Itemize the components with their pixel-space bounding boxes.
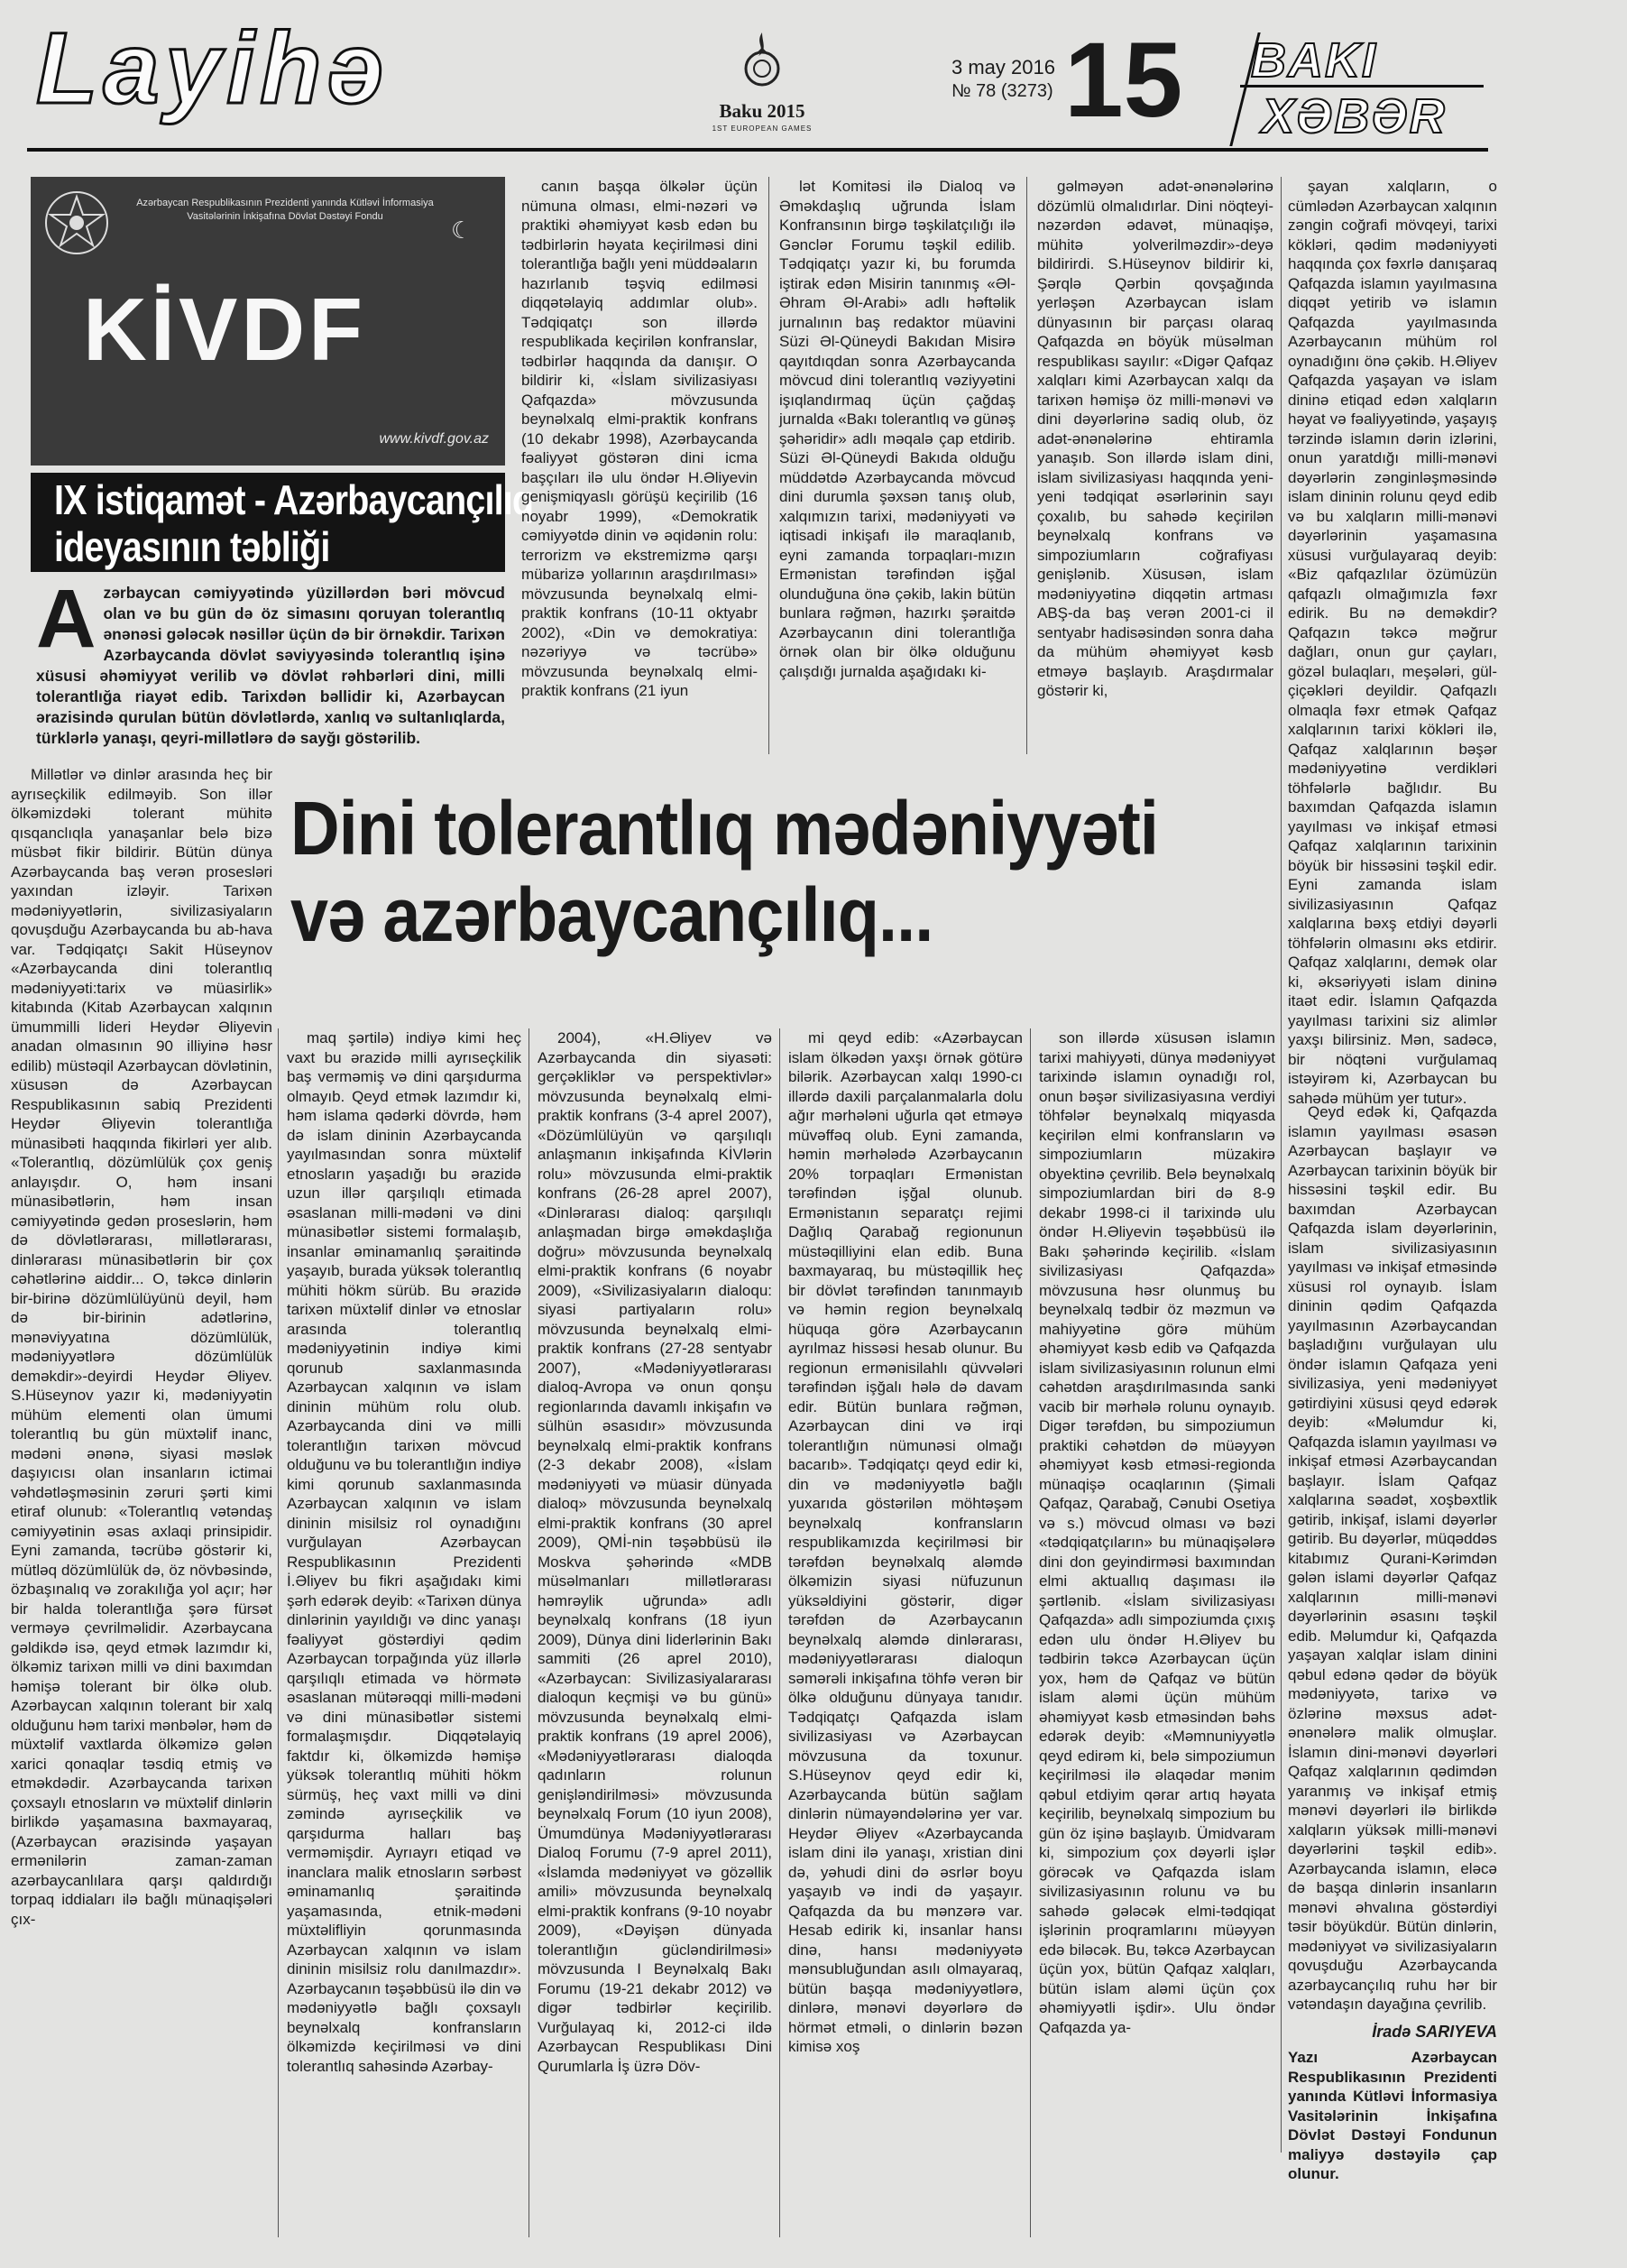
column-divider: [278, 1028, 279, 2237]
article-headline: [290, 785, 1183, 958]
page-number: 15: [1064, 21, 1183, 140]
article-column-lower-4: [1039, 1028, 1275, 2246]
author-signature: İradə SARIYEVA: [1372, 2023, 1497, 2041]
column-text: maq şərtilə) indiyə kimi heç vaxt bu ərazidə milli ayrıseçkilik baş verməmiş və dini qarşıdurma olmayıb. Qeyd etmək lazımdır ki, həm islama qədərki dövrdə, həm də islam dininin Azərbaycanda yayılmasından sonra müxtəlif etnosların yaşadığı bu ərazidə uzun illər qarşılıqlı etimada əsaslanan milli-mədəni və dini münasibətlər sistemi formalaşıb, insanlar əminamanlıq şəraitində yaşayıb, burada yüksək tolerantlıq mühiti hökm sürüb. Bu ərazidə tarixən müxtəlif dinlər və etnoslar arasında tolerantlıq mədəniyyətinin indiyə kimi qorunub saxlanmasında Azərbaycan xalqının və islam dininin mühüm rolu olub. Azərbaycanda dini və milli tolerantlığın tarixən mövcud olduğunu və bu tolerantlığın indiyə kimi qorunub saxlanmasında Azərbaycan xalqının və islam dininin misilsiz rol oynadığını vurğulayan Azərbaycan Respublikasının Prezidenti İ.Əliyev bu fikri aşağıdakı kimi şərh edərək deyib: «Tarixən dünya dinlərinin yayıldığı və dinc yanaşı fəaliyyət göstərdiyi qədim Azərbaycan torpağında yüz illərlə qarşılıqlı etimada və hörmətə əsaslanan mütərəqqi milli-mədəni və dini münasibətlər sistemi formalaşmışdır. Diqqətəlayiq faktdır ki, ölkəmizdə həmişə yüksək tolerantlıq mühiti hökm sürmüş, heç vaxt milli və dini zəmində ayrıseçkilik və qarşıdurma halları baş verməmişdir. Ayrıayrı etiqad və inanclara malik etnosların sərbəst əminamanlıq şəraitində yaşamasında, etnik-mədəni müxtəlifliyin qorunmasında Azərbaycan xalqının və islam dininin misilsiz rolu danılmazdır». Azərbaycanın təşəbbüsü ilə din və mədəniyyətlə bağlı çoxsaylı beynəlxalq konfransların ölkəmizdə keçirilməsi və dini tolerantlıq sahəsində Azərbay-: [287, 1029, 521, 2075]
column-text: gəlməyən adət-ənənələrinə dözümlü olmalıdırlar. Dini nöqteyi-nəzərdən ədavət, münaqişə, mühitə yolverilməzdir»-deyə bildirirdi. S.Hüseynov bildirir ki, Şərqlə Qərbin qovşağında yerləşən Azərbaycan islam dünyasının bir parçası olaraq Qafqazda ən böyük müsəlman respublikası sayılır: «Digər Qafqaz xalqları kimi Azərbaycan xalqı da tarixən həmişə öz milli-mənəvi və dini dəyərlərinə sadiq olub, öz adət-ənənələrinə ehtiramla yanaşıb. Son illərdə islam dini, islam sivilizasiyası haqqında yeni-yeni tədqiqat əsərlərinin sayı çoxalıb, bu sahədə keçirilən beynəlxalq konfrans və simpoziumların coğrafiyası genişlənib. Xüsusən, islam mədəniyyətinə diqqətin artması ABŞ-da baş verən 2001-ci il sentyabr hadisəsindən sonra daha da mühüm əhəmiyyət kəsb etməyə başlayıb. Araşdırmalar göstərir ki,: [1037, 178, 1273, 699]
article-column-lower-3: [788, 1028, 1023, 2246]
article-column-lower-1: [287, 1028, 521, 2246]
article-column-lower-2: [538, 1028, 772, 2246]
kivdf-banner: [31, 177, 505, 466]
funding-note: Yazı Azərbaycan Respublikasının Prezidenti yanında Kütləvi İnformasiya Vasitələrinin İnkişafına Dövlət Dəstəyi Fondunun maliyyə dəstəyilə çap olunur.: [1288, 2049, 1497, 2182]
column-divider: [1030, 1028, 1031, 2237]
column-divider: [1281, 177, 1282, 2153]
article-column-right: [1288, 177, 1497, 1107]
newspaper-brand: [1240, 32, 1484, 146]
issue-date: 3 may 2016: [951, 56, 1055, 78]
logo-subtitle: 1ST EUROPEAN GAMES: [712, 124, 813, 133]
column-divider: [1026, 177, 1027, 754]
kivdf-url: www.kivdf.gov.az: [379, 431, 489, 447]
issue-number: № 78 (3273): [951, 81, 1053, 101]
column-text: lət Komitəsi ilə Dialoq və Əməkdaşlıq uğrunda İslam Konfransının birgə təşkilatçılığı ilə Gənclər Forumu təşkil edilib. Tədqiqatçı yazır ki, bu forumda iştirak edən Misirin tanınmış «Əl-Əhram Əl-Arabi» adlı həftəlik jurnalının baş redaktor müavini Süzi Əl-Qüneydi Bakıdan Misirə qayıtdıqdan sonra Azərbaycanda mövcud dini tolerantlıq vəziyyətini işıqlandırmaq üçün çağdaş jurnalda «Bakı tolerantlıq və günəş şəhəridir» adlı məqalə çap etdirib. Süzi Əl-Qüneydi Bakıda olduğu müddətdə Azərbaycanda mövcud dini durumla şəxsən tanış olub, xalqımızın tarixi, mədəniyyəti və iqtisadi inkişafı ilə maraqlanıb, eyni zamanda torpaqları-mızın Ermənistan tərəfindən işğal olunduğuna önə çəkib, lakin bütün bunlara rəğmən, hazırkı şəraitdə Azərbaycanın dini tolerantlığa örnək olan bir ölkə olduğunu çalışdığı jurnalda aşağıdakı ki-: [779, 178, 1016, 680]
pomegranate-flame-icon: [735, 29, 789, 88]
state-emblem-icon: [43, 189, 110, 256]
column-text: Qeyd edək ki, Qafqazda islamın yayılması əsasən Azərbaycan başlayır və Azərbaycan tarixinin böyük bir hissəsini təşkil edir. Bu baxımdan Azərbaycan Qafqazda islam dəyərlərinin, islam sivilizasiyasının yayılması və inkişaf etməsində xüsusi rol oynayıb. İslam dininin qədim Qafqazda yayılmasının Azərbaycandan başladığını vurğulayan ulu öndər islamın Qafqaza yeni sivilizasiya, yeni mədəniyyət gətirdiyini xüsusi qeyd edərək deyib: «Məlumdur ki, Qafqazda islamın yayılması və inkişaf etməsi Azərbaycandan başlayır. İslam Qafqaz xalqlarına səadət, xoşbəxtlik gətirib, inkişaf, islami dəyərlər gətirib. Bu dəyərlər, müqəddəs kitabımız Qurani-Kərimdən gələn islami dəyərlər Qafqaz xalqlarının milli-mənəvi dəyərlərinin əsasını təşkil edib. Məlumdur ki, Qafqazda yaşayan xalqlar islam dinini qəbul edənə qədər də böyük mədəniyyətə, tarixə və özlərinə məxsus adət-ənənələrə malik olmuşlar. İslamın dini-mənəvi dəyərləri Qafqaz xalqlarının qədimdən yaranmış və inkişaf etmiş mənəvi dəyərləri ilə birlikdə xalqların yüksək milli-mənəvi dəyərlərini təşkil edib». Azərbaycanda islamın, eləcə də başqa dinlərin insanların mənəvi əhvalına göstərdiyi təsir böyükdür. Bütün dinlərin, mədəniyyət və sivilizasiyaların qovuşduğu Azərbaycanda azərbaycançılıq ruhu hər bir vətəndaşın dayağına çevrilib.: [1288, 1103, 1497, 2013]
direction-heading-line-1: IX istiqamət - Azərbaycançılıq: [54, 476, 534, 523]
column-text: canın başqa ölkələr üçün nümuna olması, elmi-nəzəri və praktiki əhəmiyyət kəsb edən bu tədbirlərin həyata keçirilməsi dini tolerantlığa bağlı yeni müddəaların hazırlanıb təşviq edilməsi diqqətəlayiq addımlar olub». Tədqiqatçı son illərdə respublikada keçirilən konfranslar, tədbirlər haqqında da danışır. O bildirir ki, «İslam sivilizasiyası Qafqazda» mövzusunda beynəlxalq elmi-praktik konfrans (10 dekabr 1998), Azərbaycanda fəaliyyət göstərən dini icma başçıları ilə ulu öndər H.Əliyevin genişmiqyaslı görüşü keçirilib (16 noyabr 1999), «Demokratik cəmiyyətdə dinin və əqidənin rolu: terrorizm və ekstremizmə qarşı mübarizə yollarının araşdırılması» mövzusunda beynəlxalq elmi-praktik konfrans (10-11 oktyabr 2002), «Din və demokratiya: nəzəriyyə və təcrübə» mövzusunda beynəlxalq elmi-praktik konfrans (21 iyun: [521, 178, 758, 699]
column-text: son illərdə xüsusən islamın tarixi mahiyyəti, dünya mədəniyyət tarixində islamın oynadığı rol, onun bəşər sivilizasiyasına verdiyi töhfələr beynəlxalq miqyasda keçirilən elmi konfransların və simpoziumların müzakirə obyektinə çevrilib. Belə beynəlxalq simpoziumlardan biri də 8-9 dekabr 1998-ci il tarixində ulu öndər H.Əliyevin təşəbbüsü ilə Bakı şəhərində keçirilib. «İslam sivilizasiyası Qafqazda» mövzusuna həsr olunmuş bu beynəlxalq tədbir öz məzmun və mahiyyətinə görə mühüm əhəmiyyət kəsb edib və Qafqazda islam sivilizasiyasının rolunun elmi cəhətdən araşdırılmasında sanki vacib bir mərhələ rolunu oynayıb. Digər tərəfdən, bu simpoziumun praktiki cəhətdən də müəyyən əhəmiyyət kəsb etməsi-regionda münaqişə ocaqlarının (Şimali Qafqaz, Qarabağ, Cənubi Osetiya və s.) mövcud olması və bəzi «tədqiqatçıların» bu münaqişələrə dini don geyindirməsi baxımından elmi aktuallıq daşıması ilə şərtlənib. «İslam sivilizasiyası Qafqazda» adlı simpoziumda çıxış edən ulu öndər H.Əliyev bu tədbirin təkcə Azərbaycan üçün yox, həm də Qafqaz və bütün islam aləmi üçün mühüm əhəmiyyət kəsb etməsindən bəhs edərək deyib: «Məmnuniyyətlə qeyd edirəm ki, belə simpoziumun keçirilməsi ilə əlaqədar mənim qəbul etdiyim qərar artıq həyata keçirilib, beynəlxalq simpozium bu gün öz işinə başlayıb. Ümidvaram ki, simpozium çox dəyərli işlər görəcək və Qafqazda islam sivilizasiyasının rolunu və bu sahədə gələcək elmi-tədqiqat işlərinin proqramlarını müəyyən edə biləcək. Bu, təkcə Azərbaycan üçün yox, bütün Qafqaz xalqları, bütün islam aləmi üçün çox əhəmiyyətli işdir». Ulu öndər Qafqazda ya-: [1039, 1029, 1275, 2036]
article-column-left: [11, 765, 272, 2245]
article-column-upper-3: [1037, 177, 1273, 772]
article-column-upper-2: [779, 177, 1016, 772]
direction-heading-line-2: ideyasının təbliği: [54, 523, 330, 570]
article-column-upper-1: [521, 177, 758, 772]
crescent-flag-icon: ☾: [451, 217, 473, 244]
header-divider: [27, 148, 1488, 152]
column-text: 2004), «H.Əliyev və Azərbaycanda din siyasəti: gerçəkliklər və perspektivlər» mövzusunda beynəlxalq elmi-praktik konfrans (3-4 aprel 2007), «Dözümlülüyün və qarşılıqlı anlaşmanın inkişafında KİVlərin rolu» mövzusunda elmi-praktik konfrans (26-28 aprel 2007), «Dinlərarası dialoq: qarşılıqlı anlaşmadan birgə əməkdaşlığa doğru» mövzusunda beynəlxalq elmi-praktik konfrans (6 noyabr 2009), «Sivilizasiyaların dialoqu: siyasi partiyaların rolu» mövzusunda beynəlxalq elmi-praktik konfrans (27-28 sentyabr 2007), «Mədəniyyətlərarası dialoq-Avropa və onun qonşu regionlarında davamlı inkişafın və sülhün əsasıdır» mövzusunda beynəlxalq elmi-praktik konfrans (2-3 dekabr 2008), «İslam mədəniyyəti və müasir dünyada dialoq» mövzusunda beynəlxalq elmi-praktik konfrans (30 aprel 2009), QMİ-nin təşəbbüsü ilə Moskva şəhərində «MDB müsəlmanları millətlərarası həmrəylik uğrunda» adlı beynəlxalq konfrans (18 iyun 2009), Dünya dini liderlərinin Bakı sammiti (26 aprel 2010), «Azərbaycan: Sivilizasiyalararası dialoqun keçmişi və bu günü» mövzusunda beynəlxalq elmi-praktik konfrans (19 aprel 2006), «Mədəniyyətlərarası dialoqda qadınların rolunun genişləndirilməsi» mövzusunda beynəlxalq Forum (10 iyun 2008), Ümumdünya Mədəniyyətlərarası Dialoq Forumu (7-9 aprel 2011), «İslamda mədəniyyət və gözəllik amili» mövzusunda beynəlxalq elmi-praktik konfrans (9-10 noyabr 2009), «Dəyişən dünyada tolerantlığın gücləndirilməsi» mövzusunda I Beynəlxalq Bakı Forumu (19-21 dekabr 2012) və digər tədbirlər keçirilib. Vurğulayaq ki, 2012-ci ildə Azərbaycan Respublikası Dini Qurumlarla İş üzrə Döv-: [538, 1029, 772, 2075]
article-column-lower-5: [1288, 1102, 1497, 2015]
kivdf-title: KİVDF: [83, 280, 366, 379]
headline-line-2: və azərbaycançılıq...: [290, 872, 933, 957]
column-text: mi qeyd edib: «Azərbaycan islam ölkədən yaxşı örnək götürə bilərik. Azərbaycan xalqı 1990-cı illərdə daxili parçalanmalarla dolu ağır mərhələni uğurla qət etməyə müvəffəq olub. Eyni zamanda, həmin mərhələdə Azərbaycanın 20% torpaqları Ermənistan tərəfindən işğal olunub. Ermənistanın separatçı rejimi Dağlıq Qarabağ regionunun müstəqilliyini elan edib. Buna baxmayaraq, bu müstəqillik heç bir dövlət tərəfindən tanınmayıb və həmin region beynəlxalq hüquqa görə Azərbaycanın ayrılmaz hissəsi hesab olunur. Bu regionun ermənisilahlı qüvvələri tərəfindən işğalı hələ də davam edir. Bütün bunlara rəğmən, Azərbaycan dini və irqi tolerantlığın nümunəsi olmağı bacarıb». Tədqiqatçı qeyd edir ki, din və mədəniyyətlə bağlı yuxarıda göstərilən möhtəşəm beynəlxalq konfransların respublikamızda keçirilməsi bir tərəfdən beynəlxalq aləmdə ölkəmizin siyasi nüfuzunun yüksəldiyini göstərir, digər tərəfdən də Azərbaycanın beynəlxalq aləmdə dinlərarası, mədəniyyətlərarası dialoqun səmərəli inkişafına töhfə verən bir ölkə olduğunu dünyaya tanıdır. Tədqiqatçı Qafqazda islam sivilizasiyası və Azərbaycan mövzusuna da toxunur. S.Hüseynov qeyd edir ki, Azərbaycanda bütün sağlam dinlərin nümayəndələrinə yer var. Heydər Əliyev «Azərbaycanda islam dini ilə yanaşı, xristian dini də, yəhudi dini də əsrlər boyu yaşayıb və indi də yaşayır. Qafqazda da bu mənzərə var. Hesab edirik ki, insanlar hansı dinə, hansı mədəniyyətə mənsubluğundan asılı olmayaraq, bütün başqa mədəniyyətlərə, dinlərə, mənəvi dəyərlərə də hörmət etməli, o dinlərin bəzən kimisə xoş: [788, 1029, 1023, 2055]
column-text: şayan xalqların, o cümlədən Azərbaycan xalqının zəngin coğrafi mövqeyi, tarixi kökləri, qədim mədəniyyəti haqqında çox fəxrlə danışaraq Qafqazda islamın yayılmasına diqqət yetirib və islamın Qafqazda yayılmasında Azərbaycanın mühüm rol oynadığını önə çəkib. H.Əliyev Qafqazda yaşayan və islam dininə etiqad edən xalqların həyat və fəaliyyətində, yaşayış tərzində islamın dərin izlərini, onun yaratdığı milli-mənəvi dəyərlərin zənginləşməsində islam dininin rolunu qeyd edib və bu xalqların milli-mənəvi dəyərlərinin yaşamasına xüsusi vurğulayaraq deyib: «Biz qafqazlılar özümüzün qafqazlı olmağımızla fəxr edirik. Bu nə deməkdir? Qafqazın təkcə məğrur dağları, onun gur çayları, gözəl bulaqları, meşələri, gül-çiçəkləri deyildir. Qafqazlı olmaqla fəxr etmək Qafqaz xalqlarının tarixi kökləri ilə, Qafqaz xalqlarının bəşər mədəniyyətinə verdikləri töhfələrlə bağlıdır. Bu baxımdan Qafqazda islamın yayılması və inkişaf etməsi Qafqaz xalqlarının tarixinin böyük bir hissəsini təşkil edir. Eyni zamanda islam sivilizasiyasının Qafqaz xalqlarına bəxş etdiyi dəyərli töhfələrin olmasını əks etdirir. Qafqaz xalqlarını, demək olar ki, əksəriyyəti islam dininə itaət edir. İslamın Qafqazda yayılması tarixini siz alimlər yaxşı bilirsiniz. Mən, sadəcə, bir nöqtəni vurğulamaq istəyirəm ki, Azərbaycan bu sahədə mühüm yer tutur».: [1288, 178, 1497, 1107]
brand-line-1: BAKI: [1251, 33, 1377, 88]
direction-heading: [31, 473, 534, 572]
headline-line-1: Dini tolerantlıq mədəniyyəti: [290, 786, 1159, 871]
section-title: Layihə: [36, 12, 389, 124]
column-text: Millətlər və dinlər arasında heç bir ayrıseçkilik edilməyib. Son illər ölkəmizdəki tolerant mühitə qısqanclıqla yanaşanlar belə bizə müsbət fikir bildirir. Bütün dünya Azərbaycanda baş verən prosesləri yaxından izləyir. Tarixən mədəniyyətlərin, sivilizasiyaların qovuşduğu Azərbaycanda bu ab-hava var. Tədqiqatçı Sakit Hüseynov «Azərbaycanda dini tolerantlıq mədəniyyəti:tarix və müasirlik» kitabında (Kitab Azərbaycan xalqının ümummilli lideri Heydər Əliyevin anadan olmasının 90 illiyinə həsr edilib) müstəqil Azərbaycan dövlətinin, xüsusən də Azərbaycan Respublikasının sabiq Prezidenti Heydər Əliyevin tolerantlığa münasibəti haqqında fikirləri yer alıb. «Tolerantlıq, dözümlülük çox geniş anlayışdır. O, həm insani münasibətlərin, həm insan cəmiyyətində gedən proseslərin, həm də dövlətlərarası, millətlərarası, dinlərarası münasibətlərin bir çox cəhətlərinə aiddir... O, təkcə dinlərin bir-birinə dözümlülüyünü deyil, həm də bir-birinin adətlərinə, mənəviyyatına dözümlülük, mədəniyyətlərə dözümlülük deməkdir»-deyirdi Heydər Əliyev. S.Hüseynov yazır ki, mədəniyyətin mühüm elementi olan ümumi tolerantlıq bu gün müxtəlif inanc, mədəni ənənə, siyasi məslək daşıyıcısı olan insanların ictimai vəhdətləşməsinin zəruri şərti kimi etiraf olunub: «Tolerantlıq vətəndaş cəmiyyətinin əsas axlaqi prinsipidir. Eyni zamanda, təcrübə göstərir ki, mütləq dözümlülük də, öz növbəsində, özbaşınalıq və zorakılığa yol açır; hər bir halda tolerantlığa şərə fürsət verməyə çevrilməlidir. Azərbaycana gəldikdə isə, qeyd etmək lazımdır ki, ölkəmiz tarixən milli və dini baxımdan həmişə tolerant bir ölkə olub. Azərbaycan xalqının tolerant bir xalq olduğunu həm tarixi mənbələr, həm də müxtəlif vaxtlarda ölkəmizə gələn xarici qonaqlar təsdiq etmiş və etməkdədir. Azərbaycanda tarixən çoxsaylı etnosların və müxtəlif dinlərin birlikdə yaşamasına baxmayaraq, (Azərbaycan ərazisində yaşayan ermənilərin zaman-zaman azərbaycanlılara qarşı qaldırdığı torpaq iddiaları ilə bağlı münaqişələri çıx-: [11, 766, 272, 1928]
lead-text: zərbaycan cəmiyyətində yüzillərdən bəri mövcud olan və bu gün də öz simasını qoruyan tolerantlıq ənənəsi gələcək nəsillər üçün də bir örnəkdir. Tarixən Azərbaycanda dövlət səviyyəsində tolerantlıq işinə xüsusi əhəmiyyət verilib və dövlət rəhbərləri dini, milli tolerantlığa riayət edib. Tarixdən bəllidir ki, Azərbaycan ərazisində qurulan bütün dövlətlərdə, xanlıq və sultanlıqlarda, türklərlə yanaşı, qeyri-millətlərə də sayğı göstərilib.: [36, 584, 505, 747]
brand-line-2: XƏBƏR: [1262, 89, 1447, 143]
column-divider: [779, 1028, 780, 2237]
logo-title: Baku 2015: [719, 100, 805, 122]
drop-cap: A: [36, 573, 97, 665]
kivdf-organization: Azərbaycan Respublikasının Prezidenti yanında Kütləvi İnformasiya Vasitələrinin İnkişafına Dövlət Dəstəyi Fondu: [136, 198, 434, 222]
baku-2015-logo: [708, 29, 816, 133]
column-divider: [768, 177, 769, 754]
lead-paragraph: [36, 573, 505, 749]
